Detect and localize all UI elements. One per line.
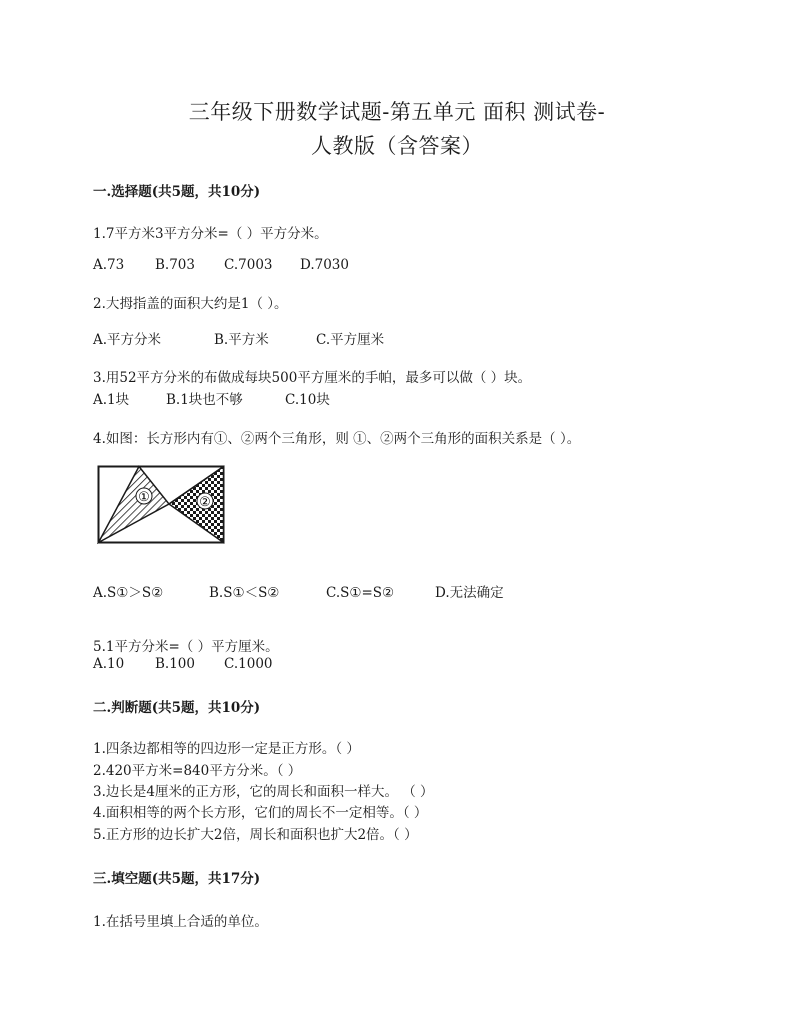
- option-b: B.100: [155, 656, 195, 672]
- option-a: A.73: [93, 257, 125, 273]
- title-line-2: 人教版（含答案）: [311, 134, 483, 158]
- judge-item: 1.四条边都相等的四边形一定是正方形。（ ）: [93, 741, 360, 757]
- question-4: 4.如图：长方形内有①、②两个三角形，则 ①、②两个三角形的面积关系是（ ）。: [93, 431, 581, 447]
- question-3-options: [93, 388, 330, 408]
- judge-item: 2.420平方米=840平方分米。（ ）: [93, 763, 302, 779]
- option-c: C.平方厘米: [316, 332, 385, 348]
- question-5-options: [93, 656, 273, 672]
- option-b: B.703: [155, 257, 195, 273]
- section-2-heading: 二.判断题(共5题，共10分): [93, 700, 261, 716]
- question-3: 3.用52平方分米的布做成每块500平方厘米的手帕，最多可以做（ ）块。: [93, 370, 532, 386]
- section-1-heading: 一.选择题(共5题，共10分): [93, 184, 261, 200]
- section-3-heading: 三.填空题(共5题，共17分): [93, 871, 261, 887]
- triangle-1-label: ①: [138, 490, 150, 505]
- judge-item: 3.边长是4厘米的正方形，它的周长和面积一样大。 （ ）: [93, 784, 434, 800]
- option-c: C.S①=S②: [326, 585, 395, 601]
- option-a: A.平方分米: [93, 332, 162, 348]
- option-d: D.无法确定: [435, 585, 504, 601]
- option-b: B.S①＜S②: [209, 585, 280, 601]
- option-a: A.10: [93, 656, 125, 672]
- option-b: B.平方米: [214, 332, 269, 348]
- question-1: 1.7平方米3平方分米=（ ）平方分米。: [93, 226, 328, 242]
- judge-item: 5.正方形的边长扩大2倍，周长和面积也扩大2倍。（ ）: [93, 827, 418, 843]
- option-a: A.1块: [93, 392, 130, 408]
- question-4-options: [93, 581, 504, 601]
- question-2-options: [93, 328, 384, 348]
- question-5: 5.1平方分米=（ ）平方厘米。: [93, 639, 279, 655]
- title-line-1: 三年级下册数学试题-第五单元 面积 测试卷-: [188, 100, 606, 124]
- rectangle-triangles-figure: [97, 463, 227, 545]
- option-d: D.7030: [300, 257, 349, 273]
- option-c: C.10块: [285, 392, 330, 408]
- triangle-2-label: ②: [199, 495, 211, 510]
- question-1-options: [93, 257, 349, 273]
- fill-question-1: 1.在括号里填上合适的单位。: [93, 914, 268, 930]
- option-c: C.7003: [224, 257, 273, 273]
- triangle-2: [169, 467, 224, 543]
- judge-item: 4.面积相等的两个长方形，它们的周长不一定相等。（ ）: [93, 805, 428, 821]
- triangle-1: [99, 467, 170, 543]
- option-a: A.S①＞S②: [93, 585, 164, 601]
- question-2: 2.大拇指盖的面积大约是1（ ）。: [93, 296, 288, 312]
- option-c: C.1000: [224, 656, 273, 672]
- option-b: B.1块也不够: [166, 392, 243, 408]
